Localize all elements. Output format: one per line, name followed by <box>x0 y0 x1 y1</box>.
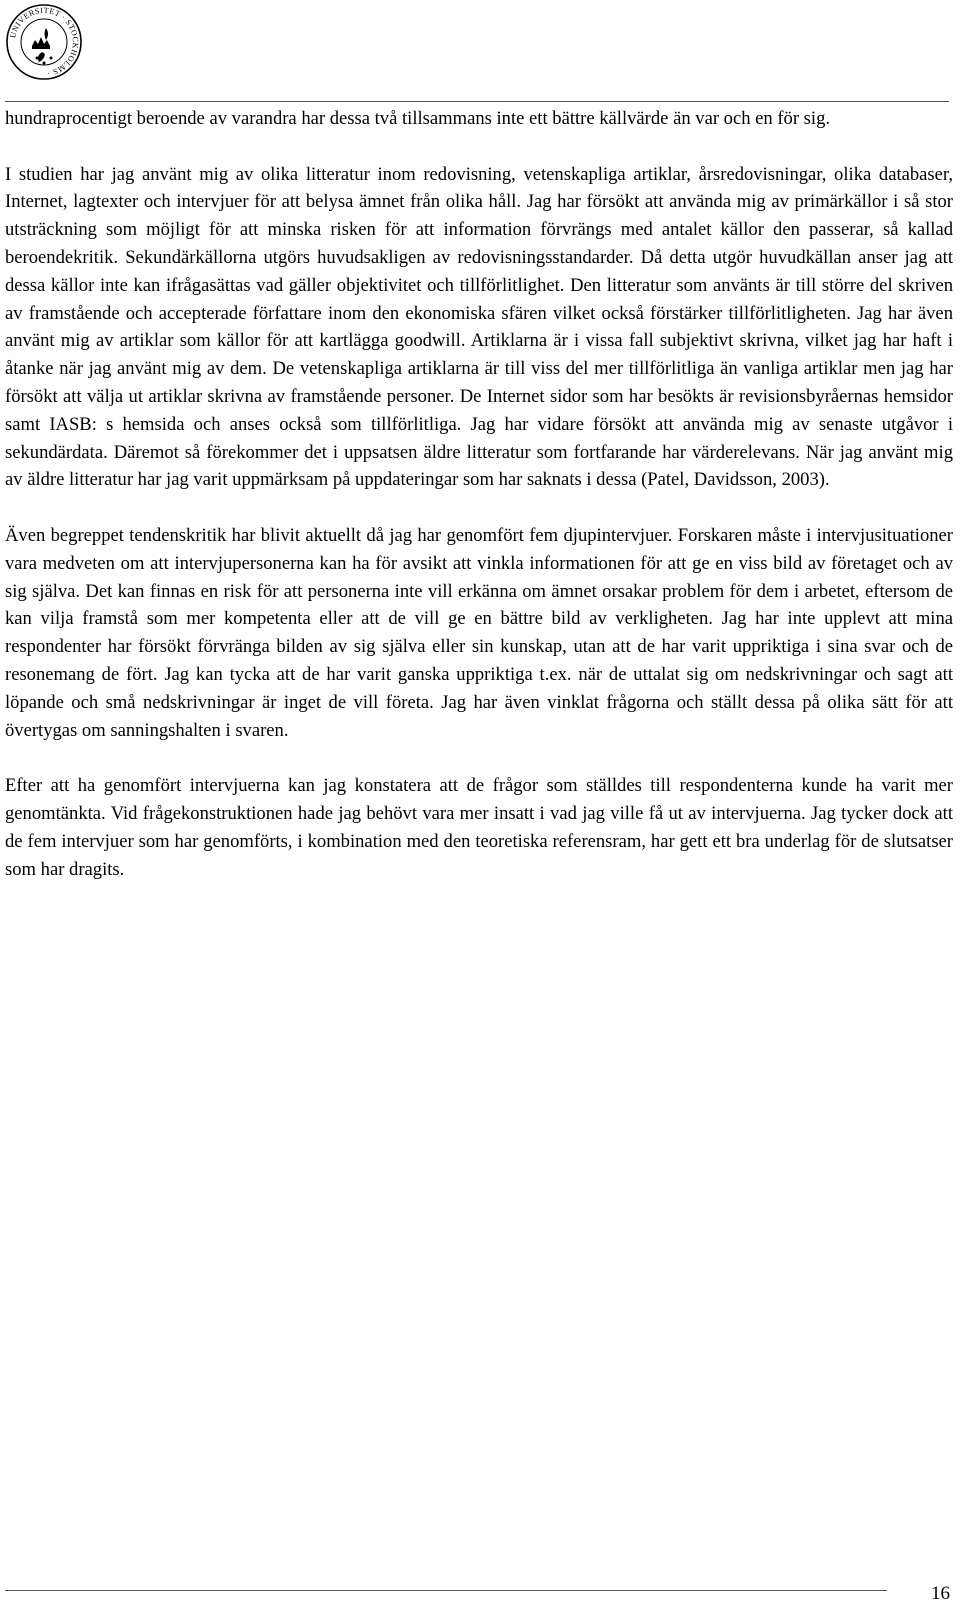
university-seal-logo <box>4 2 84 82</box>
paragraph: hundraprocentigt beroende av varandra har dessa två tillsammans inte ett bättre källvärde än var och en för sig. <box>5 108 831 129</box>
paragraph: I studien har jag använt mig av olika litteratur inom redovisning, vetenskapliga artiklar, årsredovisningar, olika databaser, Internet, lagtexter och intervjuer för att belysa ämnet från olika håll. Jag har försökt att använda mig av primärkällor i så stor utsträckning som möjligt för att minska risken för att information förvrängs med antalet källor den passerar, så kallad beroendekritik. Sekundärkällorna utgörs huvudsakligen av redovisningsstandarder. Då detta utgör huvudkällan anser jag att dessa källor inte kan ifrågasättas vad gäller objektivitet och tillförlitlighet. Den litteratur som använts är till större del skriven av framstående och accepterade författare inom den ekonomiska sfären vilket också förstärker tillförlitligheten. Jag har även använt mig av artiklar som källor för att kartlägga goodwill. Artiklarna är i vissa fall subjektivt skrivna, vilket jag har haft i åtanke när jag använt mig av dem. De vetenskapliga artiklarna är till viss del mer tillförlitliga än vanliga artiklar men jag har försökt att välja ut artiklar skrivna av framstående personer. De Internet sidor som har besökts är revisionsbyråernas hemsidor samt IASB: s hemsida och anses också som tillförlitliga. Jag har vidare försökt att använda mig av senaste utgåvor i sekundärdata. Däremot så förekommer det i uppsatsen äldre litteratur som fortfarande har värderelevans. När jag använt mig av äldre litteratur har jag varit uppmärksam på uppdateringar som har saknats i dessa (Patel, Davidsson, 2003). <box>5 163 953 491</box>
header-rule <box>5 101 949 102</box>
paragraph: Även begreppet tendenskritik har blivit aktuellt då jag har genomfört fem djupintervjuer. Forskaren måste i intervjusituationer vara medveten om att intervjupersonerna kan ha för avsikt att vinkla informationen för att ge en viss bild av företaget och av sig själva. Det kan finnas en risk för att personerna inte vill erkänna om ämnet orsakar problem för dem i arbetet, eftersom de kan vilja framstå som mer kompetenta eller att de vill ge en bättre bild av verkligheten. Jag har inte upplevt att mina respondenter har försökt förvränga bilden av sig själva eller sin kunskap, utan att de har varit uppriktiga i sina svar och de resonemang de fört. Jag kan tycka att de har varit ganska uppriktiga t.ex. när de uttalat sig om nedskrivningar och sagt att löpande och små nedskrivningar är inget de vill företa. Jag har även vinklat frågorna och ställt dessa på olika sätt för att övertygas om sanningshalten i svaren. <box>5 524 953 741</box>
svg-text:UNIVERSITET · STOCKHOLMS ·: UNIVERSITET · STOCKHOLMS · <box>8 5 81 78</box>
paragraph: Efter att ha genomfört intervjuerna kan jag konstatera att de frågor som ställdes till respondenterna kunde ha varit mer genomtänkta. Vid frågekonstruktionen hade jag behövt vara mer insatt i vad jag ville få ut av intervjuerna. Jag tycker dock att de fem intervjuer som har genomförts, i kombination med den teoretiska referensram, har gett ett bra underlag för de slutsatser som har dragits. <box>5 775 953 880</box>
page-number: 16 <box>931 1583 950 1604</box>
footer-rule <box>5 1590 887 1591</box>
document-body <box>5 105 953 911</box>
